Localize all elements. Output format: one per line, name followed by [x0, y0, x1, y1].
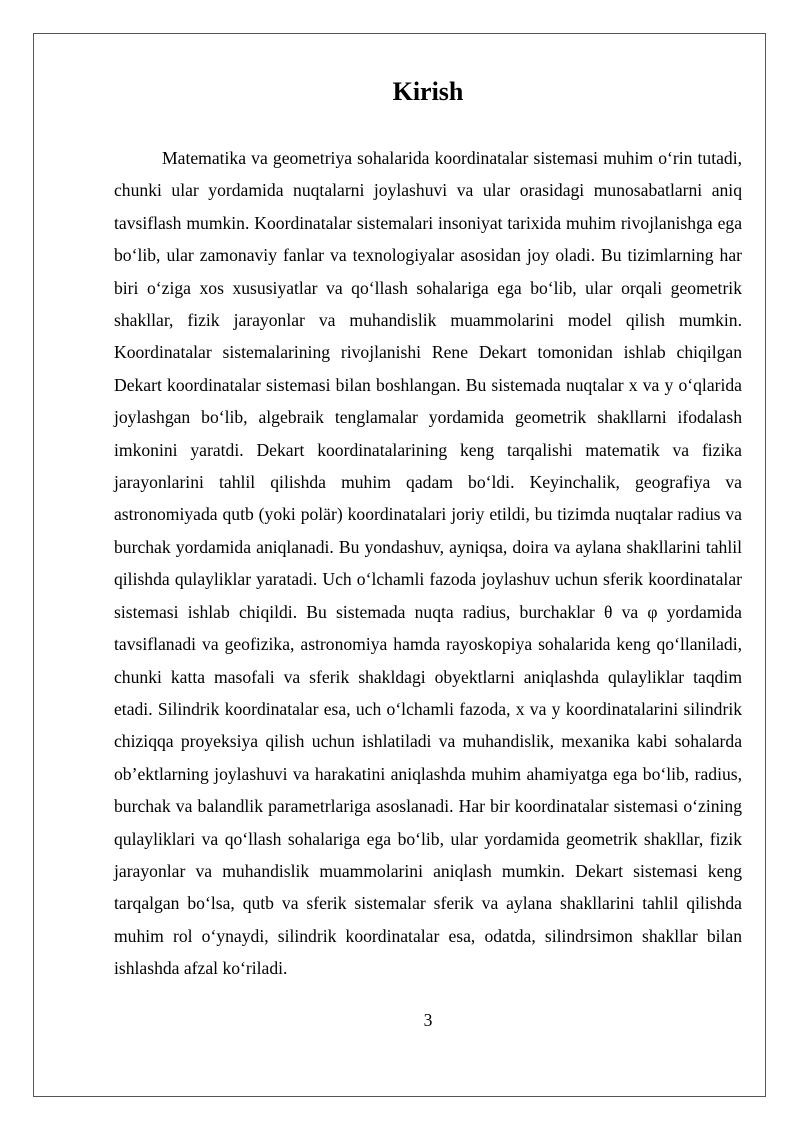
page-title: Kirish [392, 77, 464, 106]
page-number: 3 [423, 1010, 433, 1030]
body-paragraph: Matematika va geometriya sohalarida koordinatalar sistemasi muhim o‘rin tutadi, chunki ular yordamida nuqtalarni joylashuvi va ular orasidagi munosabatlarni aniq tavsiflash mumkin. Koordinatalar sistemalari insoniyat tarixida muhim rivojlanishga ega bo‘lib, ular zamonaviy fanlar va texnologiyalar asosidan joy oladi. Bu tizimlarning har biri o‘ziga xos xususiyatlar va qo‘llash sohalariga ega bo‘lib, ular orqali geometrik shakllar, fizik jarayonlar va muhandislik muammolarini model qilish mumkin. Koordinatalar sistemalarining rivojlanishi Rene Dekart tomonidan ishlab chiqilgan Dekart koordinatalar sistemasi bilan boshlangan. Bu sistemada nuqtalar x va y o‘qlarida joylashgan bo‘lib, algebraik tenglamalar yordamida geometrik shakllarni ifodalash imkonini yaratdi. Dekart koordinatalarining keng tarqalishi matematik va fizika jarayonlarini tahlil qilishda muhim qadam bo‘ldi. Keyinchalik, geografiya va astronomiyada qutb (yoki polär) koordinatalari joriy etildi, bu tizimda nuqtalar radius va burchak yordamida aniqlanadi. Bu yondashuv, ayniqsa, doira va aylana shakllarini tahlil qilishda qulayliklar yaratadi. Uch o‘lchamli fazoda joylashuv uchun sferik koordinatalar sistemasi ishlab chiqildi. Bu sistemada nuqta radius, burchaklar θ va φ yordamida tavsiflanadi va geofizika, astronomiya hamda rayoskopiya sohalarida keng qo‘llaniladi, chunki katta masofali va sferik shakldagi obyektlarni aniqlashda qulayliklar taqdim etadi. Silindrik koordinatalar esa, uch o‘lchamli fazoda, x va y koordinatalarini silindrik chiziqqa proyeksiya qilish uchun ishlatiladi va muhandislik, mexanika kabi sohalarda ob’ektlarning joylashuvi va harakatini aniqlashda muhim ahamiyatga ega bo‘lib, radius, burchak va balandlik parametrlariga asoslanadi. Har bir koordinatalar sistemasi o‘zining qulayliklari va qo‘llash sohalariga ega bo‘lib, ular yordamida geometrik shakllar, fizik jarayonlar va muhandislik muammolarini aniqlash mumkin. Dekart sistemasi keng tarqalgan bo‘lsa, qutb va sferik sistemalar sferik va aylana shakllarini tahlil qilishda muhim rol o‘ynaydi, silindrik koordinatalar esa, odatda, silindrsimon shakllar bilan ishlashda afzal ko‘riladi. [114, 148, 742, 979]
